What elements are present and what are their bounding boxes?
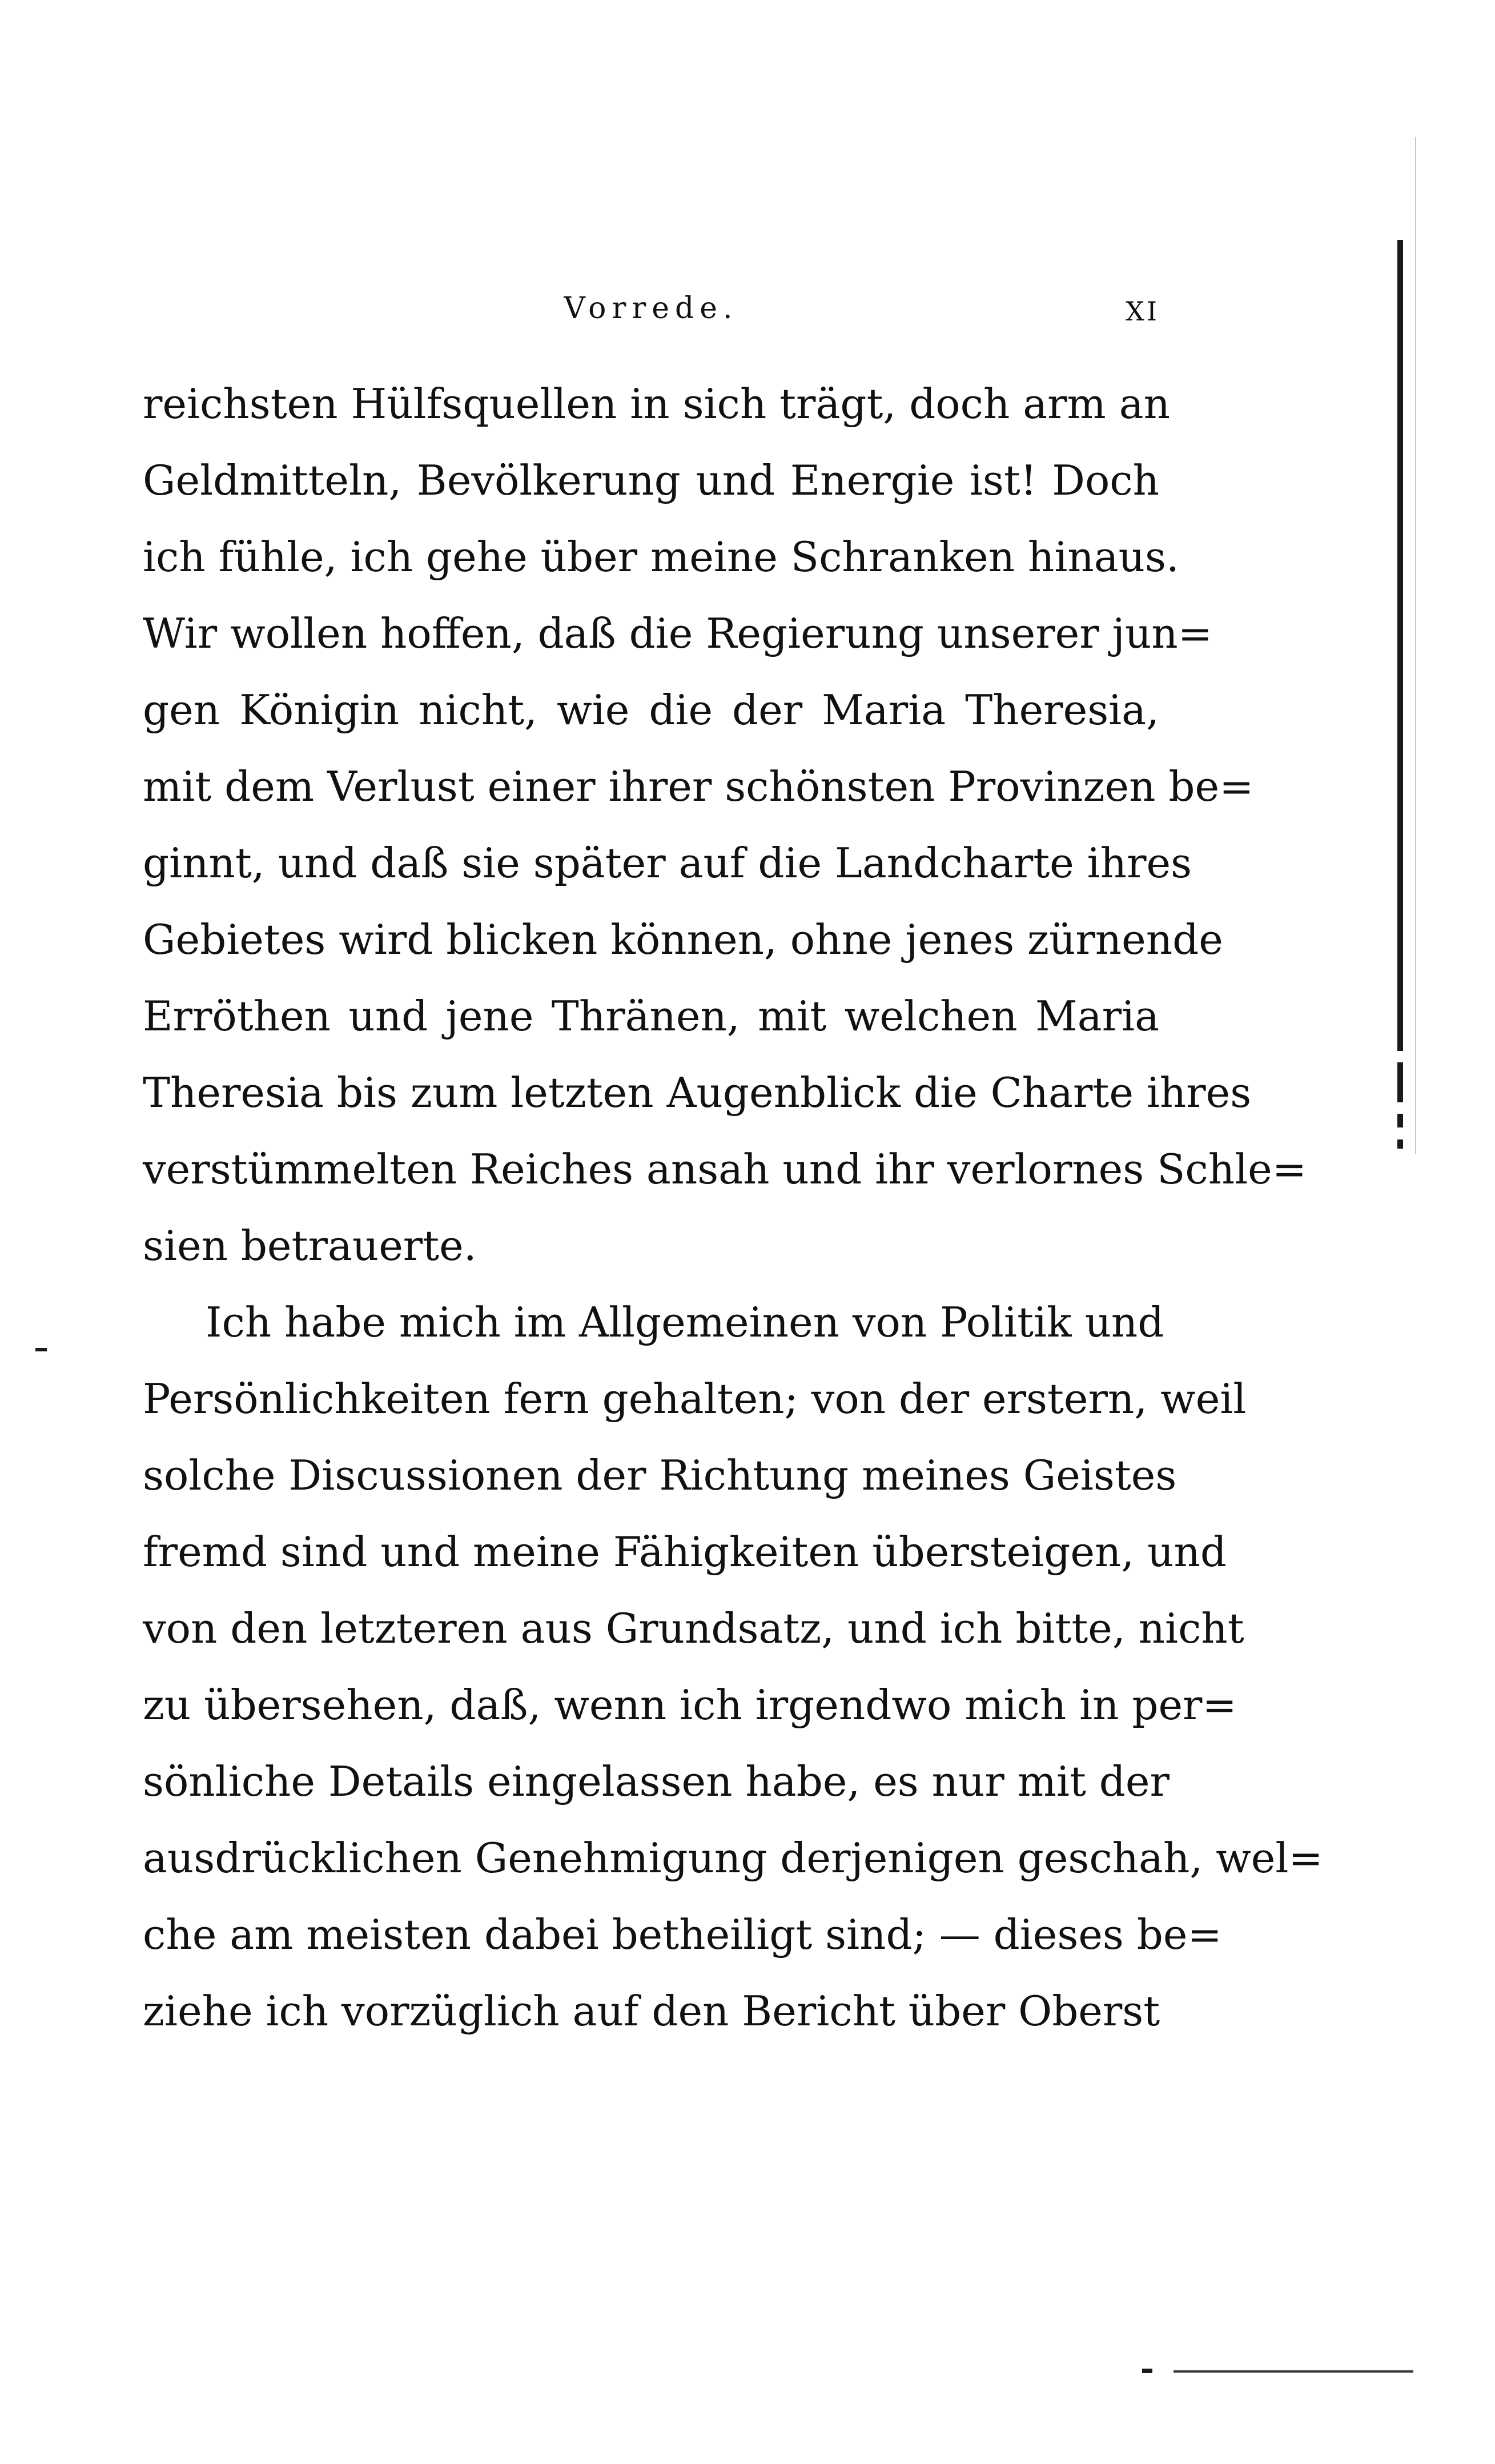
text-line: sien betrauerte. — [143, 1222, 477, 1270]
text-line: ziehe ich vorzüglich auf den Bericht über Oberst — [143, 1987, 1160, 2035]
text-line: zu übersehen, daß, wenn ich irgendwo mich in per= — [143, 1681, 1237, 1729]
running-head — [143, 286, 1159, 337]
scan-edge-mark — [1397, 1114, 1403, 1127]
text-line: gen Königin nicht, wie die der Maria Theresia, — [143, 686, 1159, 734]
text-line: Persönlichkeiten fern gehalten; von der erstern, weil — [143, 1375, 1247, 1423]
text-line: verstümmelten Reiches ansah und ihr verlornes Schle= — [143, 1145, 1307, 1193]
margin-mark — [35, 1348, 47, 1351]
scan-edge-mark — [1397, 1139, 1403, 1149]
scan-bottom-rule — [1174, 2370, 1413, 2373]
running-title: Vorrede. — [564, 291, 738, 326]
page-number: XI — [1126, 296, 1159, 327]
text-line: ausdrücklichen Genehmigung derjenigen geschah, wel= — [143, 1834, 1323, 1882]
text-line: Ich habe mich im Allgemeinen von Politik und — [206, 1298, 1164, 1346]
body-text — [143, 366, 1323, 2049]
scan-edge-rule — [1397, 240, 1403, 1051]
text-line: ginnt, und daß sie später auf die Landcharte ihres — [143, 839, 1192, 887]
text-line: solche Discussionen der Richtung meines Geistes — [143, 1451, 1177, 1499]
text-line: sönliche Details eingelassen habe, es nur mit der — [143, 1757, 1170, 1805]
text-line: che am meisten dabei betheiligt sind; — dieses be= — [143, 1911, 1222, 1959]
scan-edge-shadow — [1415, 137, 1416, 1154]
text-line: ich fühle, ich gehe über meine Schranken hinaus. — [143, 533, 1179, 581]
text-line: Gebietes wird blicken können, ohne jenes zürnende — [143, 916, 1223, 964]
text-line: Geldmitteln, Bevölkerung und Energie ist! Doch — [143, 456, 1159, 504]
paragraph — [143, 1284, 1323, 2049]
text-line: Theresia bis zum letzten Augenblick die Charte ihres — [143, 1069, 1252, 1117]
text-line: reichsten Hülfsquellen in sich trägt, doch arm an — [143, 380, 1171, 428]
paragraph — [143, 366, 1307, 1284]
text-line: Erröthen und jene Thränen, mit welchen Maria — [143, 992, 1159, 1040]
scan-bottom-mark — [1142, 2369, 1152, 2373]
text-line: mit dem Verlust einer ihrer schönsten Provinzen be= — [143, 763, 1254, 810]
scan-edge-mark — [1397, 1062, 1403, 1102]
text-line: Wir wollen hoffen, daß die Regierung unserer jun= — [143, 609, 1212, 657]
text-line: fremd sind und meine Fähigkeiten übersteigen, und — [143, 1528, 1227, 1576]
text-line: von den letzteren aus Grundsatz, und ich bitte, nicht — [143, 1604, 1244, 1652]
